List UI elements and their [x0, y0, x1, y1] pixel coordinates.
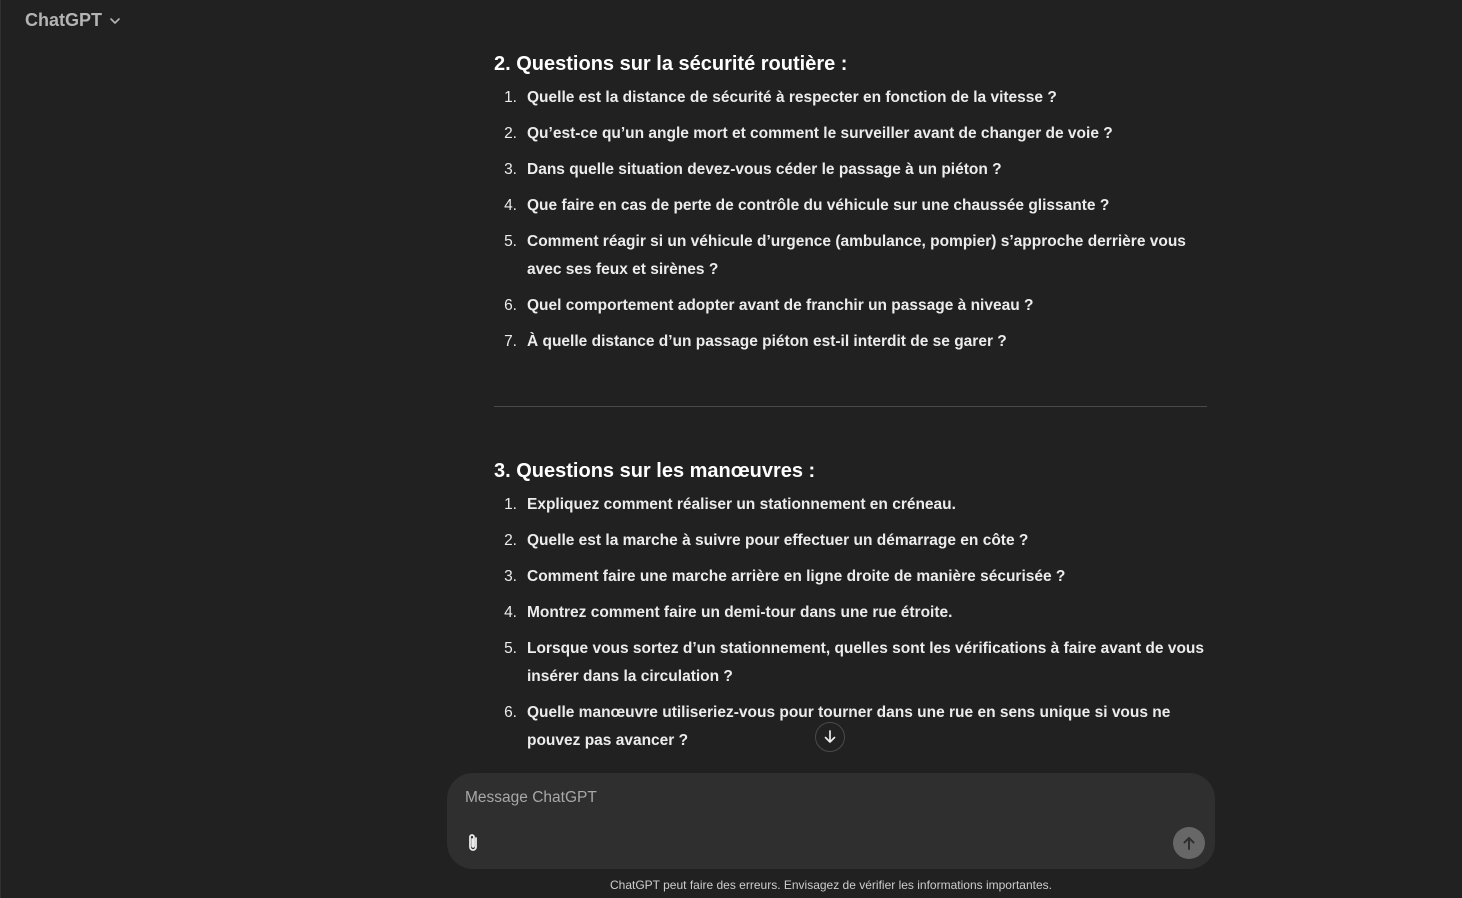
list-text: Comment réagir si un véhicule d’urgence (ambulance, pompier) s’approche derrière vous avec ses feux et sirènes ? — [527, 233, 1186, 278]
list-item — [494, 120, 1207, 148]
sidebar-edge — [0, 0, 1, 898]
assistant-message — [494, 48, 1207, 763]
list-item — [494, 228, 1207, 284]
list-item — [494, 563, 1207, 591]
send-button[interactable] — [1173, 827, 1205, 859]
message-composer — [447, 773, 1215, 869]
list-item — [494, 292, 1207, 320]
list-number: 1. — [504, 496, 517, 513]
list-item — [494, 699, 1207, 755]
list-text: Quelle est la distance de sécurité à respecter en fonction de la vitesse ? — [527, 89, 1057, 106]
list-number: 5. — [504, 233, 517, 250]
list-text: Comment faire une marche arrière en ligne droite de manière sécurisée ? — [527, 568, 1066, 585]
list-number: 4. — [504, 604, 517, 621]
list-text: Quelle manœuvre utiliseriez-vous pour tourner dans une rue en sens unique si vous ne pouvez pas avancer ? — [527, 704, 1171, 749]
model-title: ChatGPT — [25, 10, 103, 30]
list-text: Quelle est la marche à suivre pour effectuer un démarrage en côte ? — [527, 532, 1029, 549]
attach-button[interactable] — [461, 831, 485, 855]
list-text: Dans quelle situation devez-vous céder le passage à un piéton ? — [527, 161, 1002, 178]
list-number: 6. — [504, 297, 517, 314]
arrow-up-icon — [1181, 835, 1197, 851]
section-heading: 3. Questions sur les manœuvres : — [494, 460, 816, 482]
list-number: 3. — [504, 161, 517, 178]
list-text: Quel comportement adopter avant de franchir un passage à niveau ? — [527, 297, 1034, 314]
list-number: 7. — [504, 333, 517, 350]
list-text: Montrez comment faire un demi-tour dans une rue étroite. — [527, 604, 953, 621]
paperclip-icon — [463, 832, 483, 854]
list-item — [494, 599, 1207, 627]
message-input[interactable] — [465, 789, 1145, 807]
list-text: Lorsque vous sortez d’un stationnement, quelles sont les vérifications à faire avant de vous insérer dans la circulation ? — [527, 640, 1205, 685]
list-text: À quelle distance d’un passage piéton est-il interdit de se garer ? — [527, 333, 1007, 350]
list-item — [494, 635, 1207, 691]
list-number: 2. — [504, 125, 517, 142]
chevron-down-icon — [108, 14, 122, 28]
list-item — [494, 192, 1207, 220]
question-list — [494, 84, 1207, 356]
section-divider — [494, 406, 1207, 407]
model-switcher[interactable] — [18, 6, 129, 35]
list-number: 1. — [504, 89, 517, 106]
list-text: Que faire en cas de perte de contrôle du véhicule sur une chaussée glissante ? — [527, 197, 1110, 214]
list-number: 4. — [504, 197, 517, 214]
list-item — [494, 527, 1207, 555]
list-text: Expliquez comment réaliser un stationnement en créneau. — [527, 496, 956, 513]
scroll-to-bottom-button[interactable] — [815, 722, 845, 752]
arrow-down-icon — [822, 729, 838, 745]
list-number: 6. — [504, 704, 517, 721]
footer-disclaimer: ChatGPT peut faire des erreurs. Envisagez de vérifier les informations importantes. — [610, 878, 1052, 892]
question-list — [494, 491, 1207, 755]
list-text: Qu’est-ce qu’un angle mort et comment le surveiller avant de changer de voie ? — [527, 125, 1113, 142]
list-number: 3. — [504, 568, 517, 585]
list-number: 5. — [504, 640, 517, 657]
list-number: 2. — [504, 532, 517, 549]
list-item — [494, 84, 1207, 112]
section-heading: 2. Questions sur la sécurité routière : — [494, 53, 848, 75]
list-item — [494, 491, 1207, 519]
list-item — [494, 156, 1207, 184]
list-item — [494, 328, 1207, 356]
